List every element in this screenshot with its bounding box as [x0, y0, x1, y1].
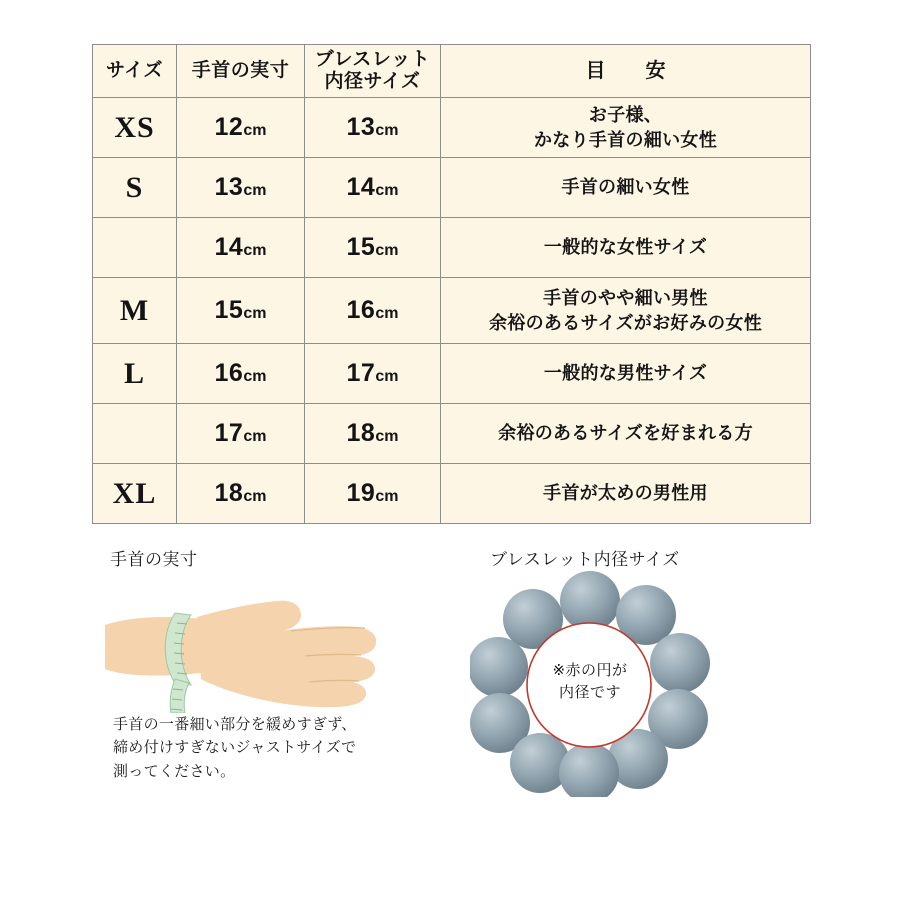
cell-inner-value: 17 — [346, 359, 376, 387]
table-row — [93, 344, 811, 404]
cell-inner-unit: cm — [375, 242, 399, 259]
cell-inner — [305, 98, 441, 158]
caption-line-3: 測ってください。 — [113, 762, 236, 780]
bracelet-diameter-title: ブレスレット内径サイズ — [490, 550, 680, 569]
cell-wrist-unit: cm — [243, 488, 267, 505]
size-chart-table — [92, 44, 811, 524]
cell-wrist-value: 12 — [214, 113, 244, 141]
column-header-inner-diameter-line2: 内径サイズ — [324, 71, 421, 92]
cell-size — [93, 404, 177, 464]
hand-illustration — [105, 573, 395, 713]
cell-wrist — [177, 404, 305, 464]
table-row — [93, 278, 811, 344]
table-row — [93, 158, 811, 218]
table-body — [93, 98, 811, 524]
caption-line-2: 締め付けすぎないジャストサイズで — [113, 739, 357, 757]
inner-diameter-note-line2: 内径です — [558, 684, 621, 701]
cell-inner — [305, 464, 441, 524]
cell-size: L — [93, 344, 177, 404]
cell-note: 余裕のあるサイズを好まれる方 — [441, 404, 811, 464]
cell-size: XL — [93, 464, 177, 524]
wrist-measure-panel — [110, 545, 470, 570]
cell-wrist-value: 18 — [214, 479, 244, 507]
table-row — [93, 218, 811, 278]
cell-wrist — [177, 464, 305, 524]
table-header-row — [93, 45, 811, 98]
wrist-measure-title: 手首の実寸 — [110, 550, 198, 569]
cell-inner-unit: cm — [375, 428, 399, 445]
cell-inner-value: 15 — [346, 233, 376, 261]
cell-note: 手首の細い女性 — [441, 158, 811, 218]
cell-size — [93, 218, 177, 278]
table-row — [93, 404, 811, 464]
cell-inner-unit: cm — [375, 122, 399, 139]
cell-wrist-unit: cm — [243, 122, 267, 139]
cell-inner-value: 13 — [346, 113, 376, 141]
illustration-panels — [0, 545, 900, 885]
cell-inner-unit: cm — [375, 488, 399, 505]
cell-note-line2: かなり手首の細い女性 — [534, 129, 717, 150]
column-header-note: 目 安 — [441, 45, 811, 98]
cell-wrist — [177, 344, 305, 404]
cell-size: XS — [93, 98, 177, 158]
cell-note-line1: お子様、 — [588, 105, 663, 126]
cell-size: M — [93, 278, 177, 344]
cell-wrist — [177, 218, 305, 278]
cell-note — [441, 278, 811, 344]
cell-wrist-value: 17 — [214, 419, 244, 447]
cell-note-line2: 余裕のあるサイズがお好みの女性 — [488, 312, 763, 333]
cell-inner-value: 16 — [346, 296, 376, 324]
cell-wrist-unit: cm — [243, 182, 267, 199]
table-header — [93, 45, 811, 98]
table-row — [93, 98, 811, 158]
cell-inner — [305, 404, 441, 464]
cell-wrist-value: 15 — [214, 296, 244, 324]
cell-wrist-unit: cm — [243, 305, 267, 322]
cell-wrist-value: 16 — [214, 359, 244, 387]
cell-inner-unit: cm — [375, 305, 399, 322]
cell-wrist-value: 14 — [214, 233, 244, 261]
cell-note-line1: 手首のやや細い男性 — [543, 288, 708, 309]
cell-inner — [305, 278, 441, 344]
cell-note — [441, 98, 811, 158]
cell-inner-unit: cm — [375, 182, 399, 199]
cell-inner-value: 19 — [346, 479, 376, 507]
wrist-measure-caption — [113, 713, 413, 783]
column-header-inner-diameter — [305, 45, 441, 98]
cell-inner-value: 18 — [346, 419, 376, 447]
cell-inner — [305, 344, 441, 404]
cell-wrist-unit: cm — [243, 242, 267, 259]
inner-diameter-circle — [527, 623, 651, 747]
cell-inner-unit: cm — [375, 368, 399, 385]
column-header-inner-diameter-line1: ブレスレット — [314, 49, 431, 71]
cell-wrist-value: 13 — [214, 173, 244, 201]
cell-wrist-unit: cm — [243, 428, 267, 445]
cell-note: 手首が太めの男性用 — [441, 464, 811, 524]
cell-inner — [305, 158, 441, 218]
cell-note: 一般的な女性サイズ — [441, 218, 811, 278]
column-header-wrist: 手首の実寸 — [177, 45, 305, 98]
cell-size: S — [93, 158, 177, 218]
cell-inner — [305, 218, 441, 278]
cell-wrist — [177, 278, 305, 344]
bracelet-illustration — [470, 567, 710, 797]
cell-inner-value: 14 — [346, 173, 376, 201]
cell-note: 一般的な男性サイズ — [441, 344, 811, 404]
cell-wrist — [177, 98, 305, 158]
cell-wrist-unit: cm — [243, 368, 267, 385]
caption-line-1: 手首の一番細い部分を緩めすぎず、 — [113, 716, 357, 733]
size-chart-table-container — [92, 44, 810, 524]
column-header-size: サイズ — [93, 45, 177, 98]
inner-diameter-note-line1: ※赤の円が — [552, 661, 628, 679]
table-row — [93, 464, 811, 524]
cell-wrist — [177, 158, 305, 218]
